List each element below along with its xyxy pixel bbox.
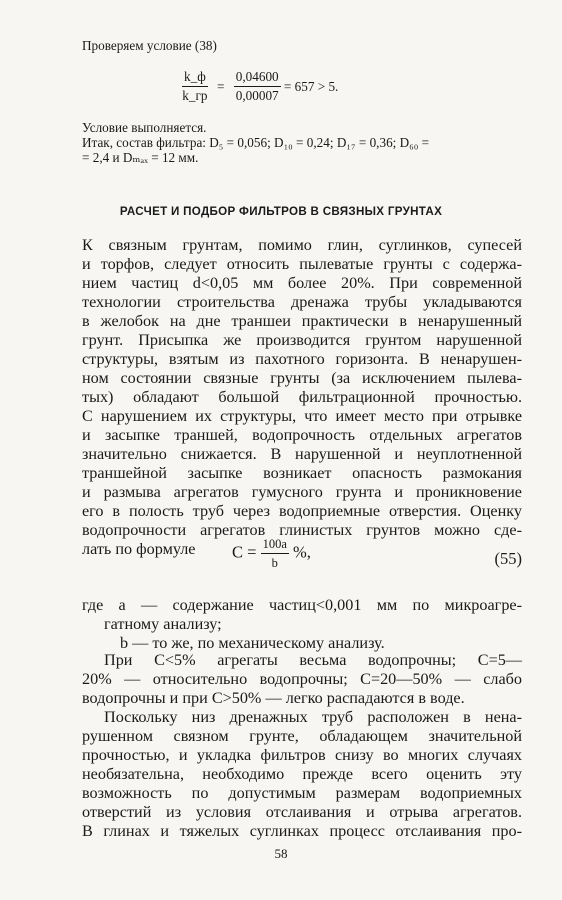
text-line: и размыва агрегатов гумусного грунта и проникновение xyxy=(82,483,522,501)
text-line: значительно снижается. В нарушенной и неуплотненной xyxy=(82,445,522,463)
formula-fraction xyxy=(261,537,289,570)
formula-55 xyxy=(82,537,522,581)
text-line: С нарушением их структуры, что имеет место при отрывке xyxy=(82,407,522,425)
formula-denominator: b xyxy=(271,556,278,570)
text-line: грунт. Присыпка же производится грунтом нарушенной xyxy=(82,331,522,349)
filter-composition-line-2: = 2,4 и Dₘₐₓ = 12 мм. xyxy=(82,150,199,165)
text-line: и засыпке траншей, водопрочность отдельных агрегатов xyxy=(82,426,522,444)
text-line: тых) обладают большой фильтрационной прочностью. xyxy=(82,388,522,406)
text-line: водопрочности агрегатов глинистых грунтов можно сде- xyxy=(82,521,522,539)
formula-lhs: C = xyxy=(232,542,257,562)
filter-composition-line-1: Итак, состав фильтра: D₅ = 0,056; D₁₀ = 0,24; D₁₇ = 0,36; D₆₀ = xyxy=(82,135,430,150)
value-fraction xyxy=(234,70,281,103)
text-line: рушенном связном грунте, обладающем значительной xyxy=(82,727,522,745)
paragraph-3 xyxy=(82,708,522,841)
text-line: 20% — относительно водопрочны; C=20—50% — слабо xyxy=(82,670,522,688)
text-line: структуры, взятым из пахотного горизонта. В ненарушен- xyxy=(82,350,522,368)
text-line: водопрочны и при C>50% — легко распадаются в воде. xyxy=(82,689,465,707)
paragraph-2 xyxy=(82,651,522,708)
text-line: и торфов, следует относить пылеватые грунты с содержа- xyxy=(82,255,522,273)
condition-result: = 657 > 5. xyxy=(283,78,339,94)
text-line: К связным грунтам, помимо глин, суглинков, супесей xyxy=(82,236,522,254)
formula-definitions xyxy=(82,596,522,653)
formula-unit: %, xyxy=(293,542,311,562)
check-condition-line: Проверяем условие (38) xyxy=(82,38,217,53)
text-line: Поскольку низ дренажных труб расположен в нена- xyxy=(104,708,522,726)
equation-number: (55) xyxy=(494,549,522,568)
ratio-denominator: k_гр xyxy=(182,88,208,103)
definition-line: гатному анализу; xyxy=(104,615,222,633)
text-line: его в полость труб через водоприемные отверстия. Оценку xyxy=(82,502,522,520)
text-line: прочностью, и укладка фильтров снизу во многих случаях xyxy=(82,746,522,764)
definition-line: b — то же, по механическому анализу. xyxy=(120,634,385,652)
section-title: РАСЧЕТ И ПОДБОР ФИЛЬТРОВ В СВЯЗНЫХ ГРУНТАХ xyxy=(119,205,443,218)
ratio-numerator: k_ф xyxy=(182,70,208,87)
formula-numerator: 100a xyxy=(261,537,289,554)
text-line: технологии строительства дренажа трубы укладываются xyxy=(82,293,522,311)
text-line: лать по формуле xyxy=(82,540,196,558)
page-number: 58 xyxy=(274,846,288,861)
text-line: отверстий из условия отслаивания и отрыва агрегатов. xyxy=(82,803,522,821)
value-denominator: 0,00007 xyxy=(235,88,279,103)
text-line: ном состоянии связные грунты (за исключением пылева- xyxy=(82,369,522,387)
value-numerator: 0,04600 xyxy=(234,70,281,87)
condition-met-line: Условие выполняется. xyxy=(82,120,207,135)
text-line: В глинах и тяжелых суглинках процесс отслаивания про- xyxy=(82,822,522,840)
text-line: При C<5% агрегаты весьма водопрочны; C=5— xyxy=(104,651,522,669)
text-line: необязательна, необходимо прежде всего оценить эту xyxy=(82,765,522,783)
text-line: в желобок на дне траншеи практически в ненарушенный xyxy=(82,312,522,330)
text-line: возможность по допустимым размерам водоприемных xyxy=(82,784,522,802)
paragraph-1 xyxy=(82,236,522,562)
text-line: нием частиц d<0,05 мм более 20%. При современной xyxy=(82,274,522,292)
condition-formula: $\frac{k\_ф}{k\_гр}$ = $\frac{0,04600}{0,00007}$ = 657 > 5. xyxy=(182,69,339,103)
ratio-fraction xyxy=(182,70,208,103)
definition-line: где a — содержание частиц<0,001 мм по микроагре- xyxy=(82,596,522,614)
text-line: траншейной засыпке возникает опасность размокания xyxy=(82,464,522,482)
